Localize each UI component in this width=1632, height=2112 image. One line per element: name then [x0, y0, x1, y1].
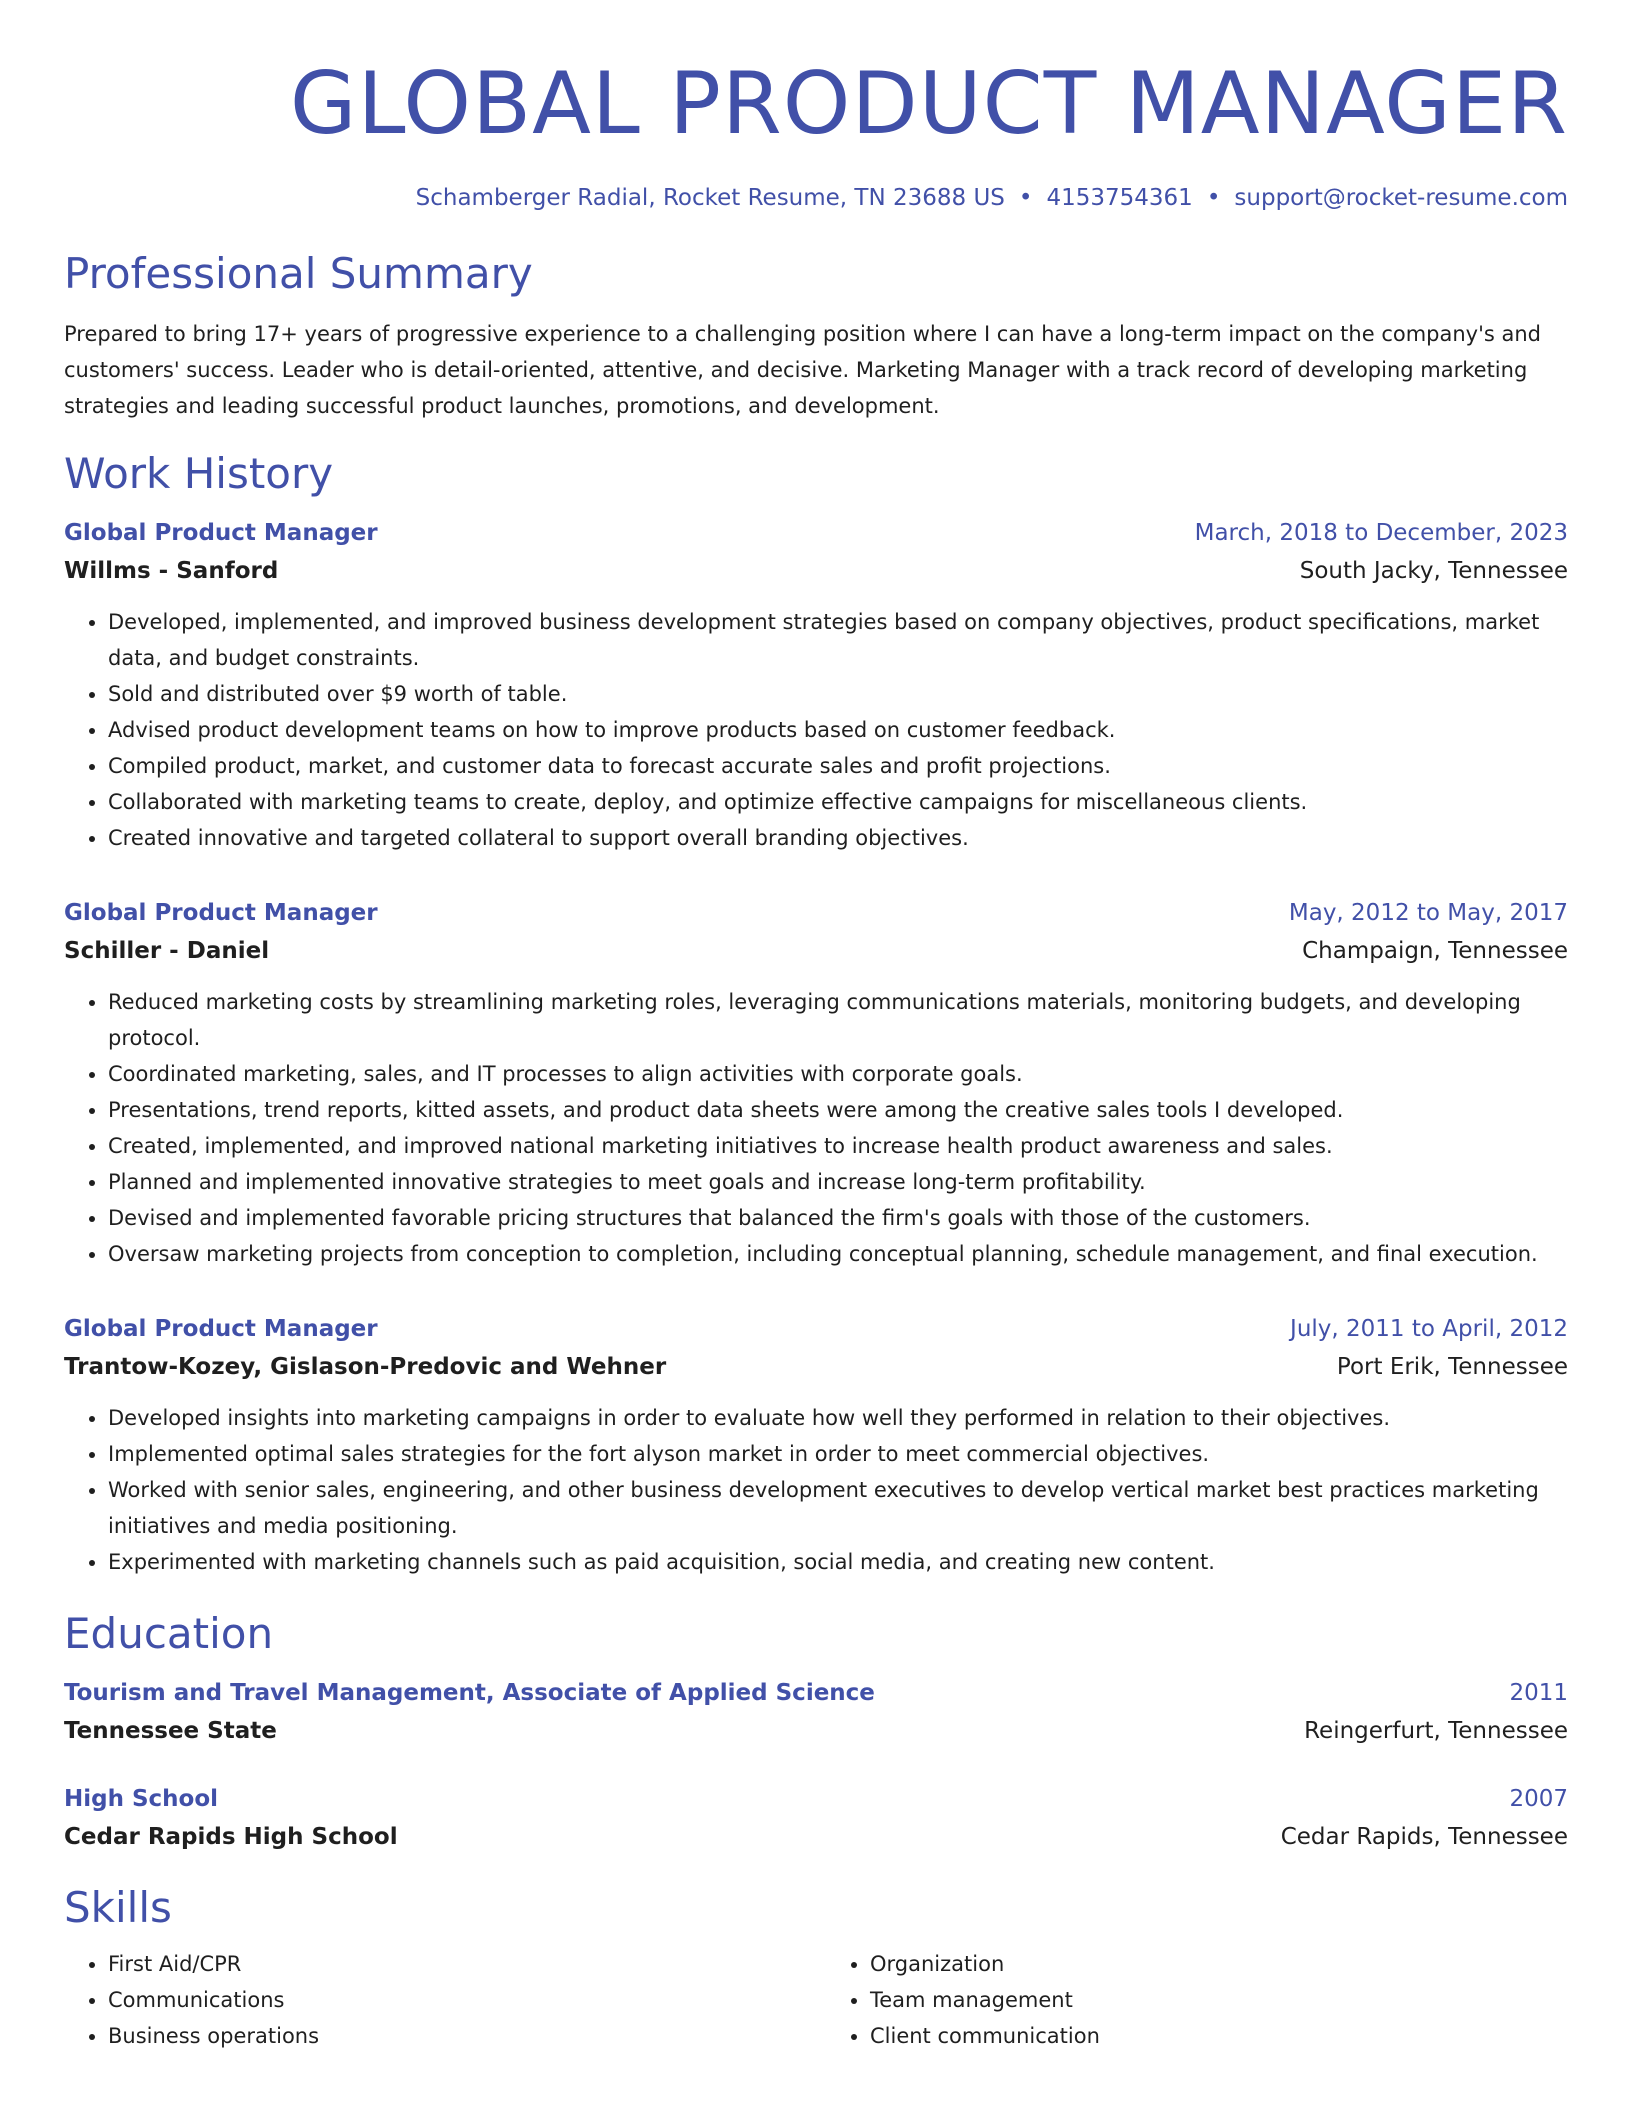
job-dates: March, 2018 to December, 2023	[1194, 520, 1568, 546]
job-dates: May, 2012 to May, 2017	[1288, 900, 1568, 926]
job-role: Global Product Manager	[64, 520, 378, 546]
job-bullet: • Created, implemented, and improved national marketing initiatives to increase health product awareness and sales.	[108, 1128, 1568, 1164]
skill-item: • Client communication	[870, 2018, 1568, 2054]
job-bullet: • Compiled product, market, and customer data to forecast accurate sales and profit projections.	[108, 748, 1568, 784]
education-degree-row	[64, 1780, 1568, 1818]
job-bullet: • Experimented with marketing channels such as paid acquisition, social media, and creating new content.	[108, 1544, 1568, 1580]
job-company-row	[64, 932, 1568, 970]
job-bullet: • Planned and implemented innovative strategies to meet goals and increase long-term profitability.	[108, 1164, 1568, 1200]
contact-line	[64, 182, 1568, 214]
skill-item: • Communications	[108, 1982, 806, 2018]
job-entry	[64, 514, 1568, 856]
contact-address: Schamberger Radial, Rocket Resume, TN 23688 US	[415, 185, 1005, 211]
job-bullet: • Collaborated with marketing teams to create, deploy, and optimize effective campaigns for miscellaneous clients.	[108, 784, 1568, 820]
job-title-row	[64, 514, 1568, 552]
work-history-heading: Work History	[64, 449, 334, 498]
skills-columns	[64, 1946, 1568, 2054]
job-bullets	[64, 984, 1568, 1272]
job-title-row	[64, 1310, 1568, 1348]
job-bullet: • Implemented optimal sales strategies for the fort alyson market in order to meet commercial objectives.	[108, 1436, 1568, 1472]
job-company-row	[64, 552, 1568, 590]
job-bullet: • Reduced marketing costs by streamlining marketing roles, leveraging communications materials, monitoring budgets, and developing protocol.	[108, 984, 1568, 1056]
education-entry	[64, 1674, 1568, 1750]
skill-item: • Organization	[870, 1946, 1568, 1982]
skills-list-right	[806, 1946, 1568, 2054]
education-degree: High School	[64, 1786, 219, 1812]
education-year: 2007	[1509, 1786, 1568, 1812]
job-role: Global Product Manager	[64, 1316, 378, 1342]
skill-item: • Team management	[870, 1982, 1568, 2018]
job-company: Schiller - Daniel	[64, 938, 270, 964]
summary-heading: Professional Summary	[64, 249, 533, 298]
job-company-row	[64, 1348, 1568, 1386]
job-bullet: • Created innovative and targeted collateral to support overall branding objectives.	[108, 820, 1568, 856]
job-bullet: • Presentations, trend reports, kitted assets, and product data sheets were among the creative sales tools I developed.	[108, 1092, 1568, 1128]
education-degree: Tourism and Travel Management, Associate of Applied Science	[64, 1680, 875, 1706]
education-school-row	[64, 1818, 1568, 1856]
education-heading: Education	[64, 1609, 274, 1658]
contact-email: support@rocket-resume.com	[1234, 185, 1568, 211]
education-entry	[64, 1780, 1568, 1856]
job-bullet: • Devised and implemented favorable pricing structures that balanced the firm's goals with those of the customers.	[108, 1200, 1568, 1236]
summary-text: Prepared to bring 17+ years of progressive experience to a challenging position where I can have a long-term impact on the company's and customers' success. Leader who is detail-oriented, attentive, and decisive. Marketing Manager with a track record of developing marketing strategies and leading successful product launches, promotions, and development.	[64, 322, 1542, 418]
contact-separator: •	[1018, 185, 1033, 211]
education-degree-row	[64, 1674, 1568, 1712]
education-school-row	[64, 1712, 1568, 1750]
job-bullet: • Worked with senior sales, engineering, and other business development executives to develop vertical market best practices marketing initiatives and media positioning.	[108, 1472, 1568, 1544]
job-bullet: • Developed insights into marketing campaigns in order to evaluate how well they performed in relation to their objectives.	[108, 1400, 1568, 1436]
job-bullet: • Oversaw marketing projects from conception to completion, including conceptual planning, schedule management, and final execution.	[108, 1236, 1568, 1272]
job-bullet: • Coordinated marketing, sales, and IT processes to align activities with corporate goals.	[108, 1056, 1568, 1092]
job-bullet: • Sold and distributed over $9 worth of table.	[108, 676, 1568, 712]
job-location: South Jacky, Tennessee	[1299, 558, 1568, 584]
job-role: Global Product Manager	[64, 900, 378, 926]
job-bullets	[64, 1400, 1568, 1580]
job-entry	[64, 1310, 1568, 1580]
job-dates: July, 2011 to April, 2012	[1290, 1316, 1568, 1342]
job-bullets	[64, 604, 1568, 856]
resume-header	[64, 0, 1568, 214]
job-company: Trantow-Kozey, Gislason-Predovic and Wehner	[64, 1354, 667, 1380]
education-school: Tennessee State	[64, 1718, 277, 1744]
contact-separator: •	[1206, 185, 1221, 211]
job-title-row	[64, 894, 1568, 932]
education-location: Cedar Rapids, Tennessee	[1280, 1824, 1568, 1850]
skills-heading: Skills	[64, 1883, 172, 1932]
resume-page	[64, 0, 1568, 2054]
skills-list-left	[64, 1946, 806, 2054]
education-location: Reingerfurt, Tennessee	[1304, 1718, 1568, 1744]
education-year: 2011	[1509, 1680, 1568, 1706]
skill-item: • First Aid/CPR	[108, 1946, 806, 1982]
job-location: Port Erik, Tennessee	[1336, 1354, 1568, 1380]
job-location: Champaign, Tennessee	[1302, 938, 1568, 964]
resume-name: GLOBAL PRODUCT MANAGER	[289, 54, 1568, 154]
job-bullet: • Advised product development teams on how to improve products based on customer feedback.	[108, 712, 1568, 748]
education-school: Cedar Rapids High School	[64, 1824, 398, 1850]
contact-phone: 4153754361	[1046, 185, 1193, 211]
job-entry	[64, 894, 1568, 1272]
job-company: Willms - Sanford	[64, 558, 279, 584]
job-bullet: • Developed, implemented, and improved business development strategies based on company objectives, product specifications, market data, and budget constraints.	[108, 604, 1568, 676]
skill-item: • Business operations	[108, 2018, 806, 2054]
